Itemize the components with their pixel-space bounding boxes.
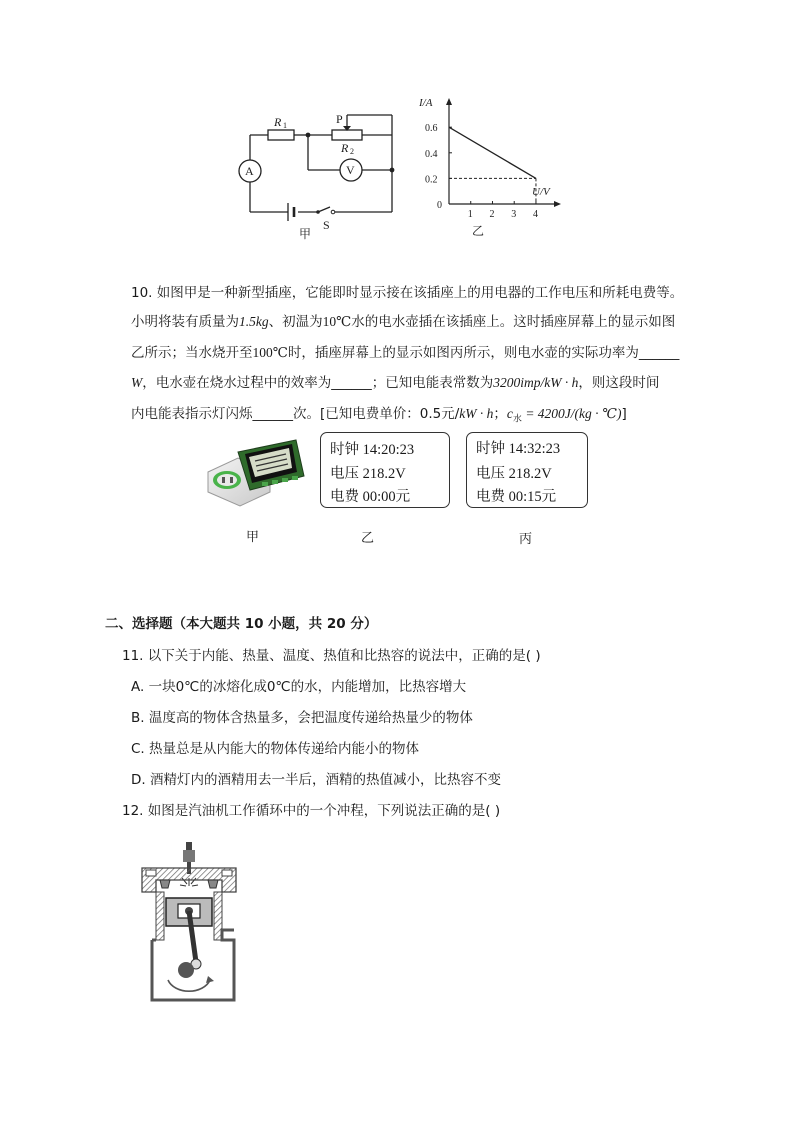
display-yi [320,432,450,508]
y-tick-label: 0.2 [425,174,438,186]
q11-option-a: A. 一块0℃的冰熔化成0℃的水，内能增加，比热容增大 [131,679,467,695]
q10-text: 水的电水壶插在该插座上。这时插座屏幕上的显示如图 [351,314,676,330]
q12-stem: 12. 如图是汽油机工作循环中的一个冲程，下列说法正确的是( ) [122,803,501,819]
smart-socket-illustration [200,432,310,510]
q10-mass: 1.5kg [239,314,269,329]
q10-unit-w: W [131,375,143,390]
x-tick-label: 1 [467,209,473,220]
q10-text: ，电水壶在烧水过程中的效率为______；已知电能表常数为 [142,375,494,391]
ammeter-symbol: A [245,164,254,178]
q11-option-c: C. 热量总是从内能大的物体传递给内能小的物体 [131,741,420,757]
q10-kwh-unit: kW · h [459,406,494,421]
r1-subscript: 1 [283,121,287,130]
x-tick-label: 3 [511,209,517,220]
slider-p-label: P [336,112,343,126]
q10-text: ，则这段时间 [578,375,660,391]
x-axis-arrow [554,201,561,207]
q10-text: 小明将装有质量为 [131,314,239,330]
q10-initial-temp: 10℃ [322,314,352,329]
display-yi-fee: 电费 00:00元 [330,489,411,505]
y-tick-label: 0 [437,200,442,211]
display-bing [466,432,588,508]
display-bing-voltage: 电压 218.2V [476,466,552,482]
q10-text: 时，插座屏幕上的显示如图丙所示，则电水壶的实际功率为______ [287,345,680,361]
x-tick-label: 2 [489,209,495,220]
x-tick-label: 4 [532,209,538,220]
graph-caption: 乙 [472,224,485,238]
switch-label: S [323,218,330,232]
y-axis-arrow [446,98,452,105]
y-axis-label: I/A [419,97,433,109]
q10-meter-constant: 3200imp/kW · h [493,375,579,390]
r2-label: R [341,141,349,155]
engine-cylinder-illustration [134,840,252,1008]
display-yi-caption: 乙 [361,531,375,546]
q10-c-symbol: c [506,406,513,421]
circuit-diagram [230,100,410,245]
q11-option-d: D. 酒精灯内的酒精用去一半后，酒精的热值减小，比热容不变 [131,772,501,788]
socket-caption: 甲 [246,530,260,545]
q10-boil-temp: 100℃ [252,345,288,360]
display-yi-voltage: 电压 218.2V [330,466,406,482]
display-yi-clock: 时钟 14:20:23 [330,442,415,458]
series-line [449,127,536,178]
q10-c-subscript: 水 [512,414,522,425]
voltmeter-symbol: V [346,163,355,177]
q10-text: ； [493,406,507,422]
q10-line-1: 10. 如图甲是一种新型插座，它能即时显示接在该插座上的用电器的工作电压和所耗电费等。 [131,285,684,301]
q10-text: 内电能表指示灯闪烁______次。[已知电费单价：0.5元/ [131,406,460,422]
q10-c-value: = 4200J/(kg · ℃) [521,406,622,421]
iu-graph [415,92,565,242]
section-heading: 二、选择题（本大题共 10 小题，共 20 分） [105,616,378,632]
q11-stem: 11. 以下关于内能、热量、温度、热值和比热容的说法中，正确的是( ) [122,648,541,664]
display-bing-clock: 时钟 14:32:23 [476,441,561,457]
x-axis-label: U/V [532,186,550,198]
q10-line-4 [131,373,659,393]
display-bing-caption: 丙 [519,532,533,547]
q10-line-2 [131,312,675,332]
q10-text: ] [621,406,627,422]
r1-label: R [274,115,282,129]
q10-text: 、初温为 [268,314,323,330]
q10-line-3 [131,343,679,363]
q10-text: 乙所示；当水烧开至 [131,345,253,361]
q10-line-5 [131,404,627,430]
r2-subscript: 2 [350,147,354,156]
q11-option-b: B. 温度高的物体含热量多，会把温度传递给热量少的物体 [131,710,473,726]
display-bing-fee: 电费 00:15元 [476,489,557,505]
y-tick-label: 0.4 [425,148,438,160]
circuit-caption: 甲 [299,227,312,241]
y-tick-label: 0.6 [425,123,438,135]
